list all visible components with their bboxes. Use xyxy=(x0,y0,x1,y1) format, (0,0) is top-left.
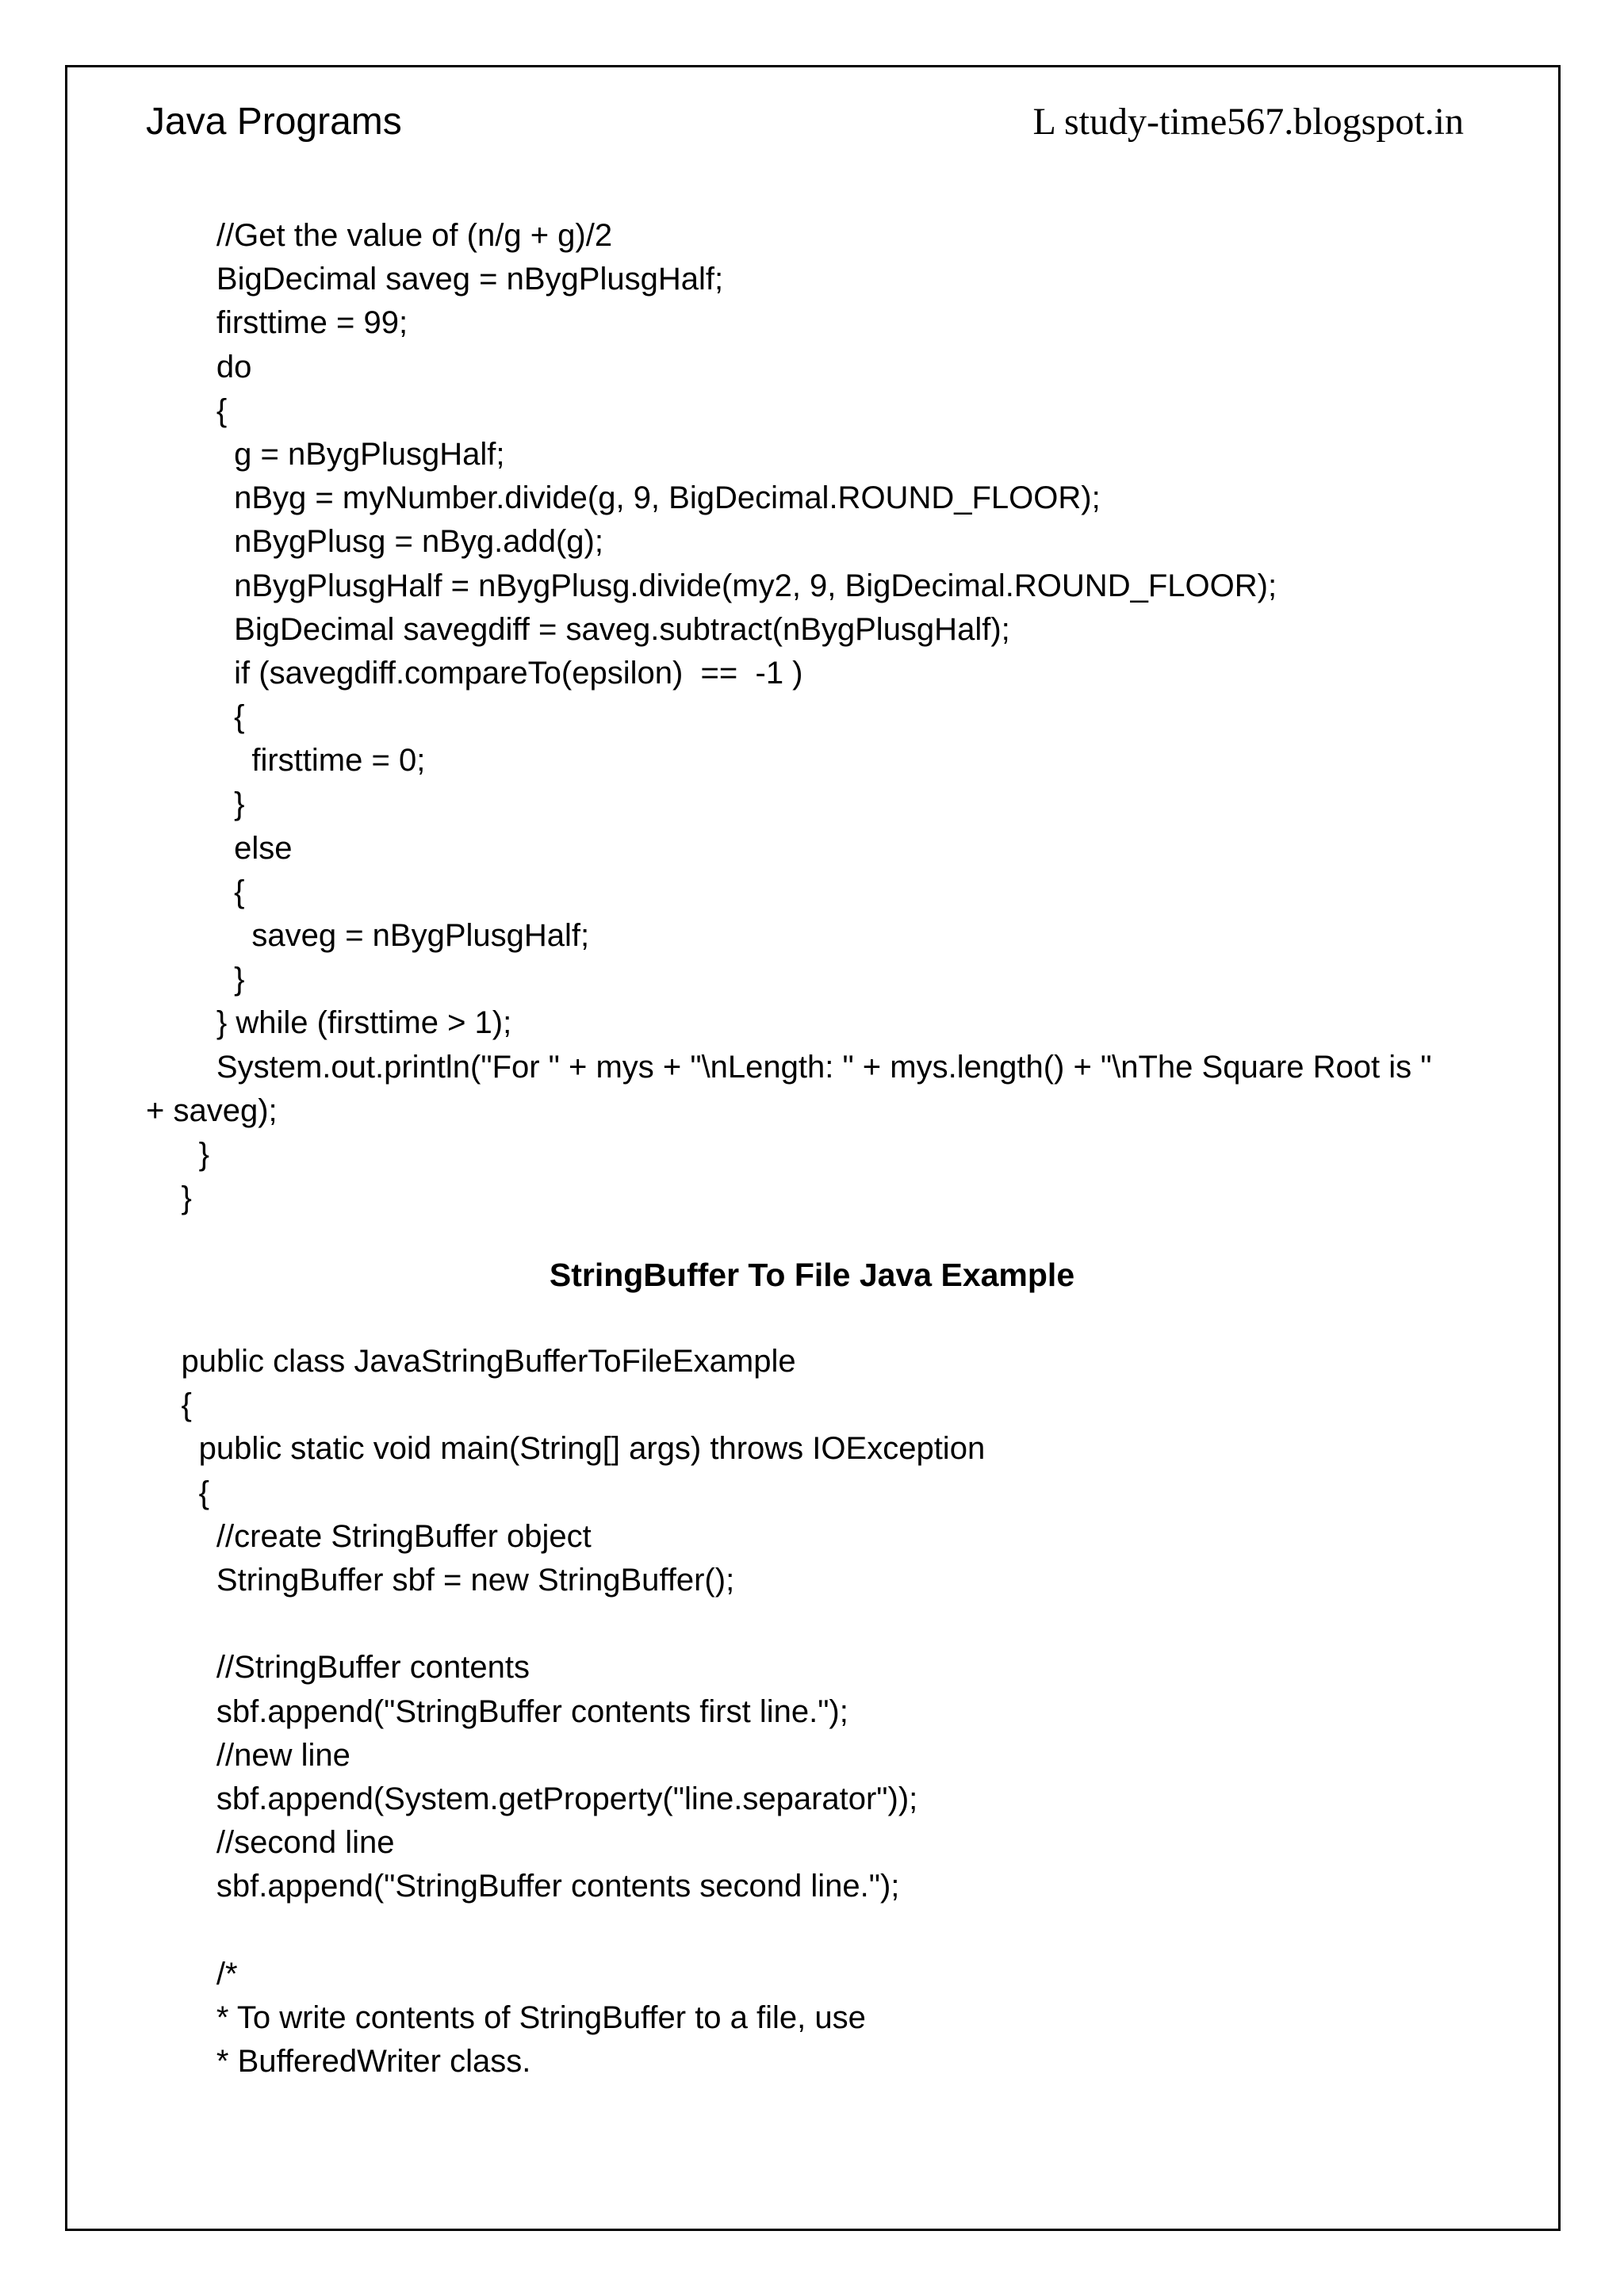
code-line: sbf.append("StringBuffer contents second line."); xyxy=(146,1869,900,1904)
code-block-square-root xyxy=(146,214,1478,1220)
code-line: StringBuffer sbf = new StringBuffer(); xyxy=(146,1562,735,1598)
header-title: Java Programs xyxy=(146,101,402,143)
code-line: else xyxy=(146,830,293,866)
code-line: nBygPlusg = nByg.add(g); xyxy=(146,524,603,560)
blank-line xyxy=(146,1908,1478,1952)
code-line: public static void main(String[] args) throws IOException xyxy=(146,1431,986,1467)
header-blog-url: L study-time567.blogspot.in xyxy=(1032,101,1464,143)
code-line: saveg = nBygPlusgHalf; xyxy=(146,918,590,953)
section-heading: StringBuffer To File Java Example xyxy=(549,1257,1075,1293)
code-line: sbf.append(System.getProperty("line.separator")); xyxy=(146,1781,918,1816)
code-line: System.out.println("For " + mys + "\nLength: " + mys.length() + "\nThe Square Root is " xyxy=(146,1049,1432,1085)
code-line: nBygPlusgHalf = nBygPlusg.divide(my2, 9, BigDecimal.ROUND_FLOOR); xyxy=(146,568,1277,603)
code-line: } xyxy=(146,1181,192,1216)
code-line: //new line xyxy=(146,1737,350,1773)
code-line: * BufferedWriter class. xyxy=(146,2044,531,2079)
code-line: { xyxy=(146,699,245,735)
code-line: { xyxy=(146,1475,210,1510)
code-line: g = nBygPlusgHalf; xyxy=(146,436,505,472)
code-line: firsttime = 0; xyxy=(146,743,426,779)
code-line: BigDecimal saveg = nBygPlusgHalf; xyxy=(146,262,724,297)
code-line: } while (firsttime > 1); xyxy=(146,1005,512,1041)
code-line: //Get the value of (n/g + g)/2 xyxy=(146,218,613,253)
code-line: } xyxy=(146,1136,210,1172)
code-line: public class JavaStringBufferToFileExample xyxy=(146,1344,796,1379)
code-line: } xyxy=(146,962,245,997)
code-line: { xyxy=(146,874,245,909)
code-line: if (savegdiff.compareTo(epsilon) == -1 ) xyxy=(146,655,803,691)
code-line: { xyxy=(146,1387,192,1423)
code-line: { xyxy=(146,392,228,428)
code-line: BigDecimal savegdiff = saveg.subtract(nBygPlusgHalf); xyxy=(146,611,1010,647)
code-line: } xyxy=(146,786,245,822)
code-line: sbf.append("StringBuffer contents first line."); xyxy=(146,1693,848,1729)
code-line: firsttime = 99; xyxy=(146,305,408,341)
code-block-stringbuffer xyxy=(146,1340,1478,2084)
code-line: do xyxy=(146,349,252,385)
code-line: + saveg); xyxy=(146,1093,278,1128)
code-line: //StringBuffer contents xyxy=(146,1650,530,1686)
code-line: //create StringBuffer object xyxy=(146,1518,592,1554)
code-line: //second line xyxy=(146,1825,395,1861)
code-line: * To write contents of StringBuffer to a file, use xyxy=(146,1999,866,2035)
code-line: nByg = myNumber.divide(g, 9, BigDecimal.ROUND_FLOOR); xyxy=(146,480,1101,516)
code-line: /* xyxy=(146,1956,238,1992)
blank-line xyxy=(146,1602,1478,1646)
